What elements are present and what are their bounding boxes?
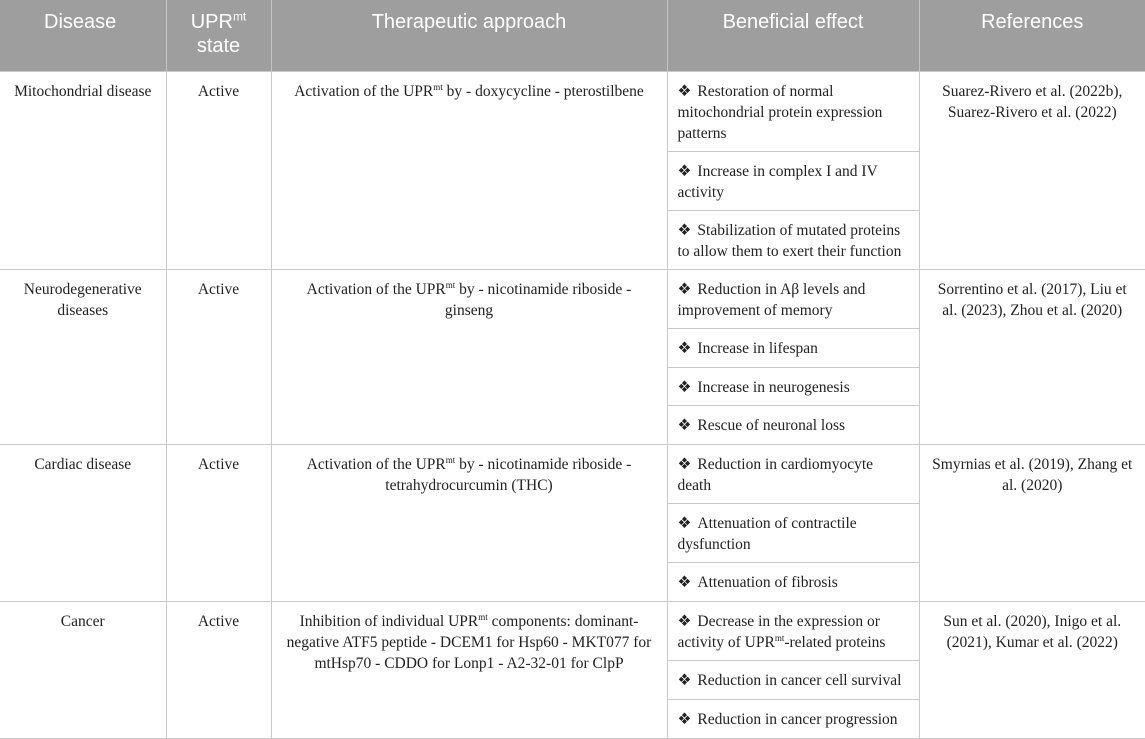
effect-item (668, 368, 919, 406)
header-references: References (919, 0, 1145, 71)
approach-text: Inhibition of individual UPR (299, 612, 479, 630)
approach-text: Activation of the UPR (294, 82, 434, 100)
effect-item (668, 445, 919, 504)
effect-item (668, 329, 919, 368)
approach-sup: mt (433, 81, 443, 92)
references-cell: Sun et al. (2020), Inigo et al. (2021), Kumar et al. (2022) (919, 601, 1145, 738)
approach-text-rest: by - nicotinamide riboside - tetrahydrocurcumin (THC) (385, 455, 632, 494)
effect-text: Increase in complex I and IV activity (677, 162, 878, 201)
effect-text: Stabilization of mutated proteins to allow them to exert their function (677, 221, 902, 260)
effect-text: Increase in lifespan (697, 339, 818, 357)
bullet-icon: ❖ (677, 82, 692, 100)
effect-text-rest: -related proteins (784, 633, 886, 651)
table-row (0, 71, 1145, 269)
state-cell: Active (166, 71, 271, 269)
bullet-icon: ❖ (677, 162, 692, 180)
effect-item (668, 700, 919, 738)
table-row (0, 269, 1145, 444)
approach-text-rest: by - doxycycline - pterostilbene (442, 82, 644, 100)
effect-text: Decrease in the expression or activity of UPR (677, 612, 880, 651)
effect-text: Restoration of normal mitochondrial protein expression patterns (677, 82, 883, 142)
effect-text: Reduction in cancer progression (697, 710, 898, 728)
bullet-icon: ❖ (677, 339, 692, 357)
bullet-icon: ❖ (677, 573, 692, 591)
effect-item (668, 211, 919, 269)
effect-text: Attenuation of contractile dysfunction (677, 514, 857, 553)
approach-sup: mt (478, 611, 488, 622)
references-cell: Sorrentino et al. (2017), Liu et al. (2023), Zhou et al. (2020) (919, 269, 1145, 444)
effect-item (668, 504, 919, 563)
header-upr-state (166, 0, 271, 71)
approach-sup: mt (445, 454, 456, 465)
header-approach: Therapeutic approach (271, 0, 667, 71)
approach-cell (271, 444, 667, 601)
effect-sup: mt (774, 632, 785, 643)
effect-item (668, 72, 919, 152)
table-header-row (0, 0, 1145, 71)
bullet-icon: ❖ (677, 514, 692, 532)
effects-cell (667, 269, 919, 444)
bullet-icon: ❖ (677, 710, 692, 728)
effect-item (668, 152, 919, 211)
state-cell: Active (166, 601, 271, 738)
effect-item (668, 602, 919, 661)
bullet-icon: ❖ (677, 671, 692, 689)
effect-item (668, 563, 919, 601)
effect-text: Rescue of neuronal loss (697, 416, 846, 434)
bullet-icon: ❖ (677, 416, 692, 434)
header-upr-sup: mt (232, 9, 247, 24)
bullet-icon: ❖ (677, 280, 692, 298)
approach-cell (271, 601, 667, 738)
effect-text: Attenuation of fibrosis (697, 573, 838, 591)
effects-cell (667, 444, 919, 601)
effect-text: Reduction in Aβ levels and improvement of memory (677, 280, 866, 319)
approach-text-rest: components: dominant-negative ATF5 peptide - DCEM1 for Hsp60 - MKT077 for mtHsp70 - CDDO for Lonp1 - A2-32-01 for ClpP (286, 612, 652, 672)
effect-text: Increase in neurogenesis (697, 378, 850, 396)
effects-cell (667, 601, 919, 738)
approach-text: Activation of the UPR (306, 455, 446, 473)
header-upr-rest: state (196, 35, 241, 57)
approach-sup: mt (445, 279, 456, 290)
approach-text: Activation of the UPR (306, 280, 446, 298)
effect-item (668, 270, 919, 329)
bullet-icon: ❖ (677, 221, 692, 239)
approach-cell (271, 71, 667, 269)
approach-cell (271, 269, 667, 444)
bullet-icon: ❖ (677, 378, 692, 396)
disease-cell: Neurodegenerative diseases (0, 269, 166, 444)
effects-cell (667, 71, 919, 269)
effect-item (668, 661, 919, 700)
header-disease: Disease (0, 0, 166, 71)
effect-text: Reduction in cardiomyocyte death (677, 455, 874, 494)
approach-text-rest: by - nicotinamide riboside - ginseng (444, 280, 632, 319)
disease-cell: Cancer (0, 601, 166, 738)
header-effect: Beneficial effect (667, 0, 919, 71)
effect-item (668, 406, 919, 444)
state-cell: Active (166, 444, 271, 601)
table-row (0, 601, 1145, 738)
header-upr-base: UPR (190, 11, 233, 33)
bullet-icon: ❖ (677, 455, 692, 473)
references-cell: Suarez-Rivero et al. (2022b), Suarez-Rivero et al. (2022) (919, 71, 1145, 269)
disease-cell: Mitochondrial disease (0, 71, 166, 269)
effect-text: Reduction in cancer cell survival (697, 671, 902, 689)
disease-cell: Cardiac disease (0, 444, 166, 601)
table-row (0, 444, 1145, 601)
bullet-icon: ❖ (677, 612, 692, 630)
references-cell: Smyrnias et al. (2019), Zhang et al. (2020) (919, 444, 1145, 601)
state-cell: Active (166, 269, 271, 444)
